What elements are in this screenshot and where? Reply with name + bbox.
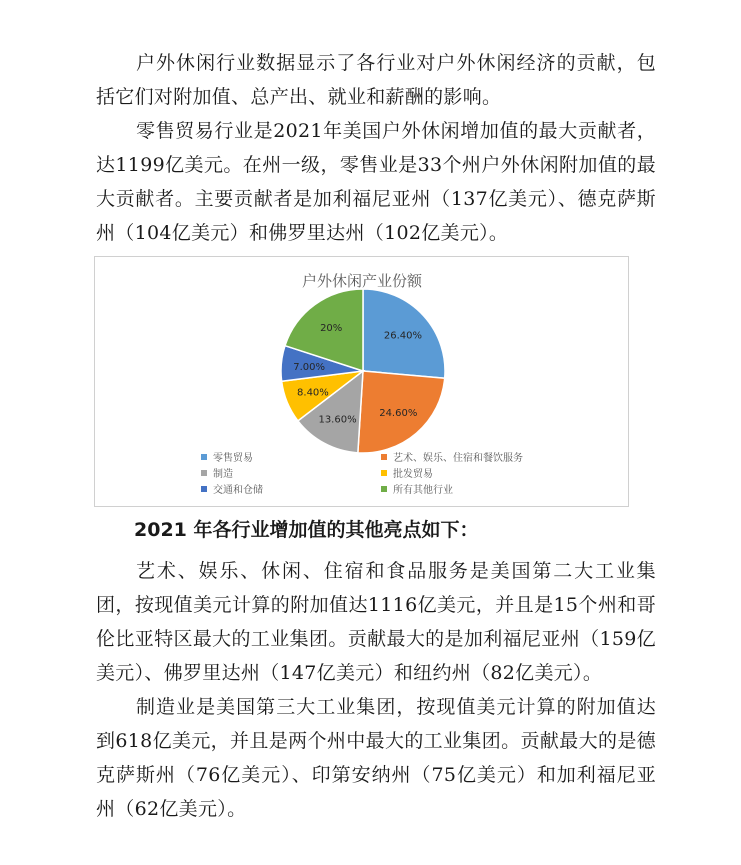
- legend-swatch: [381, 470, 387, 476]
- legend-label: 制造: [213, 469, 233, 480]
- legend-swatch: [381, 454, 387, 460]
- section-heading: 2021 年各行业增加值的其他亮点如下：: [134, 519, 479, 541]
- pie-chart: [94, 256, 629, 507]
- legend-label: 批发贸易: [393, 469, 433, 480]
- paragraph-manufacturing: 制造业是美国第三大工业集团，按现值美元计算的附加值达到618亿美元，并且是两个州中最大的工业集团。贡献最大的是德克萨斯州（76亿美元）、印第安纳州（75亿美元）和加利福尼亚州（62亿美元）。: [96, 696, 656, 820]
- slice-label: 26.40%: [383, 330, 422, 342]
- legend-label: 交通和仓储: [213, 485, 263, 496]
- slice-label: 20%: [320, 323, 343, 335]
- slice-label: 24.60%: [379, 408, 418, 420]
- legend-label: 艺术、娱乐、住宿和餐饮服务: [393, 453, 523, 464]
- slice-label: 13.60%: [318, 414, 357, 426]
- legend-swatch: [381, 486, 387, 492]
- legend-swatch: [201, 486, 207, 492]
- legend-swatch: [201, 454, 207, 460]
- chart-title: 户外休闲产业份额: [301, 272, 423, 290]
- legend-label: 所有其他行业: [393, 485, 453, 496]
- paragraph-intro: 户外休闲行业数据显示了各行业对户外休闲经济的贡献，包括它们对附加值、总产出、就业和薪酬的影响。: [96, 52, 656, 108]
- pie-chart-svg: [95, 257, 630, 508]
- legend-label: 零售贸易: [213, 453, 253, 464]
- slice-label: 8.40%: [297, 387, 329, 399]
- slice-label: 7.00%: [293, 361, 326, 373]
- paragraph-arts: 艺术、娱乐、休闲、住宿和食品服务是美国第二大工业集团，按现值美元计算的附加值达1116亿美元，并且是15个州和哥伦比亚特区最大的工业集团。贡献最大的是加利福尼亚州（159亿美元）、佛罗里达州（147亿美元）和纽约州（82亿美元）。: [96, 560, 656, 684]
- paragraph-retail: 零售贸易行业是2021年美国户外休闲增加值的最大贡献者，达1199亿美元。在州一级，零售业是33个州户外休闲附加值的最大贡献者。主要贡献者是加利福尼亚州（137亿美元）、德克萨斯州（104亿美元）和佛罗里达州（102亿美元）。: [96, 120, 656, 244]
- legend-swatch: [201, 470, 207, 476]
